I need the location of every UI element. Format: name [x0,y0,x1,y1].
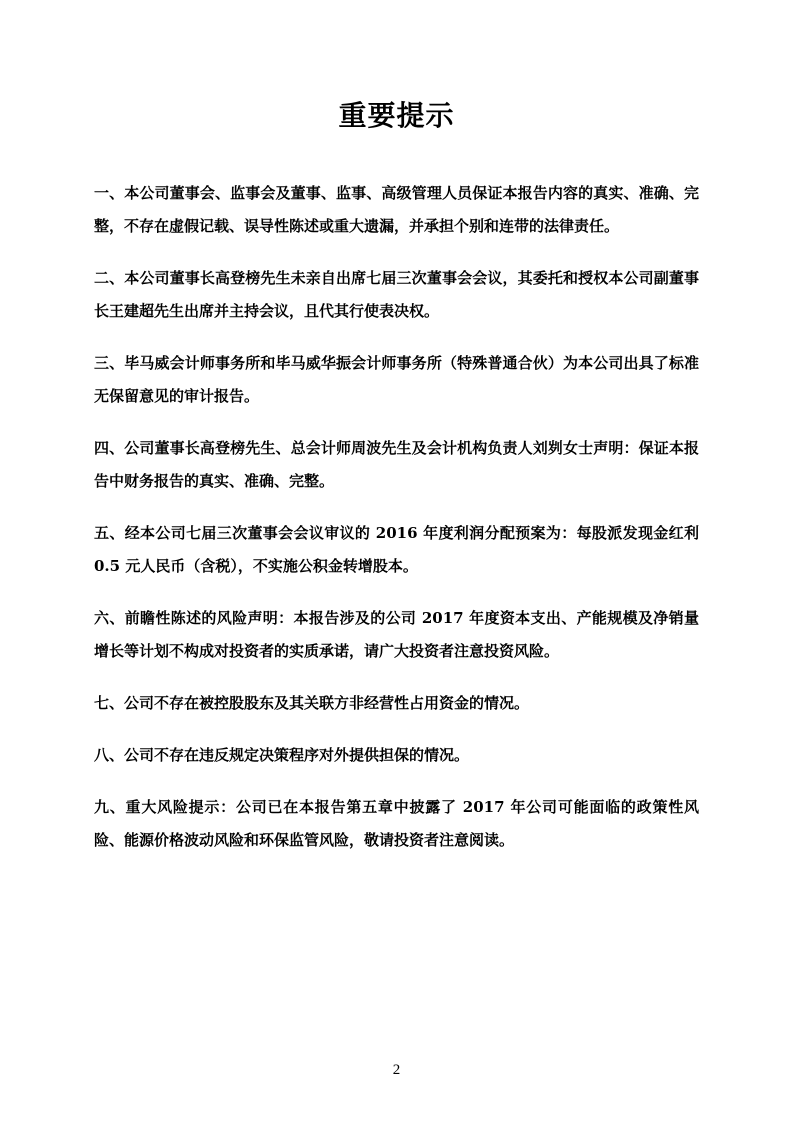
note-item: 四、公司董事长高登榜先生、总会计师周波先生及会计机构负责人刘刿女士声明：保证本报告中财务报告的真实、准确、完整。 [94,439,699,490]
note-item: 七、公司不存在被控股股东及其关联方非经营性占用资金的情况。 [94,694,530,712]
page-number: 2 [392,1062,401,1078]
notes-list [94,177,699,876]
note-item: 三、毕马威会计师事务所和毕马威华振会计师事务所（特殊普通合伙）为本公司出具了标准无保留意见的审计报告。 [94,354,699,405]
note-item: 六、前瞻性陈述的风险声明：本报告涉及的公司 2017 年度资本支出、产能规模及净销量增长等计划不构成对投资者的实质承诺，请广大投资者注意投资风险。 [94,609,699,660]
note-item: 一、本公司董事会、监事会及董事、监事、高级管理人员保证本报告内容的真实、准确、完整，不存在虚假记载、误导性陈述或重大遗漏，并承担个别和连带的法律责任。 [94,184,699,235]
note-item: 二、本公司董事长高登榜先生未亲自出席七届三次董事会会议，其委托和授权本公司副董事长王建超先生出席并主持会议，且代其行使表决权。 [94,269,699,320]
note-item: 九、重大风险提示：公司已在本报告第五章中披露了 2017 年公司可能面临的政策性风险、能源价格波动风险和环保监管风险，敬请投资者注意阅读。 [94,798,699,849]
note-item: 八、公司不存在违反规定决策程序对外提供担保的情况。 [94,746,470,764]
page-title: 重要提示 [338,99,455,132]
note-item: 五、经本公司七届三次董事会会议审议的 2016 年度利润分配预案为：每股派发现金红利 0.5 元人民币（含税），不实施公积金转增股本。 [94,524,699,575]
